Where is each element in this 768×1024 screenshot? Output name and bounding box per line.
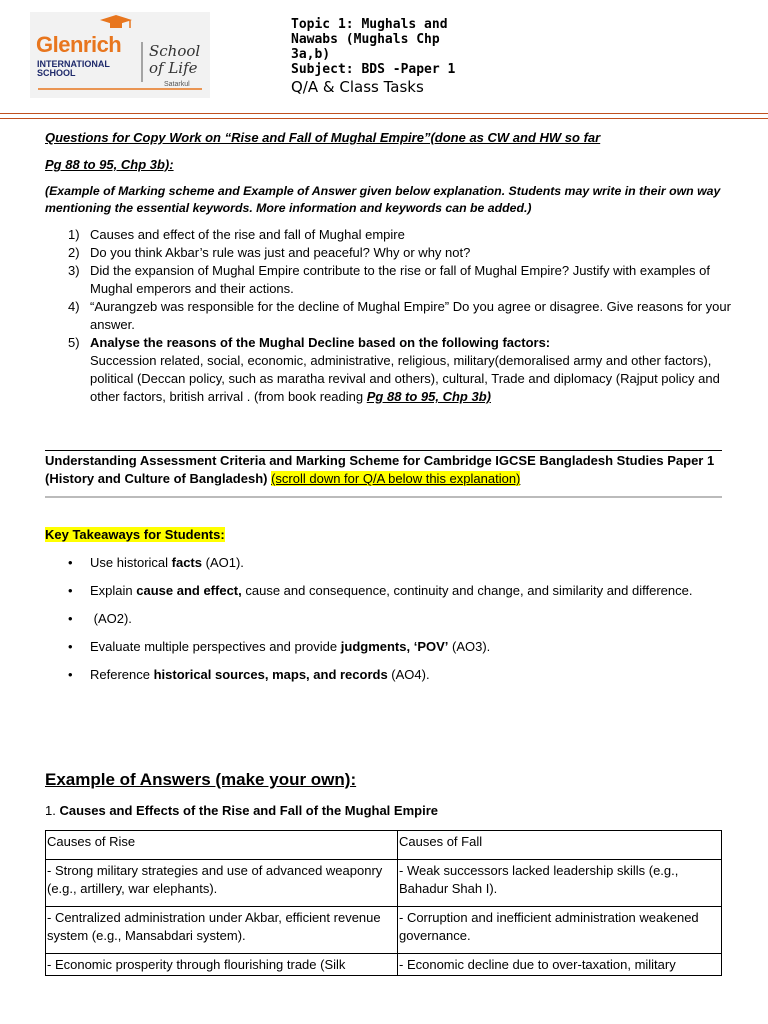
- table-cell: - Corruption and inefficient administration weakened governance.: [398, 907, 722, 954]
- logo-brand: Glenrich: [36, 32, 122, 57]
- marking-note: (Example of Marking scheme and Example of Answer given below explanation. Students may write in their own way mentioning the essential keywords. More information and keywords can be added.): [45, 184, 721, 215]
- answer-1-heading: [45, 802, 438, 819]
- question-list: [45, 226, 735, 406]
- list-item: [45, 554, 735, 572]
- subject-line: Subject: BDS -Paper 1: [291, 62, 456, 77]
- scroll-note: (scroll down for Q/A below this explanation): [271, 471, 521, 486]
- bullet-icon: •: [68, 611, 73, 626]
- question-number: 5): [68, 335, 80, 350]
- takeaway-text: Reference: [90, 667, 154, 682]
- table-cell: - Weak successors lacked leadership skills (e.g., Bahadur Shah I).: [398, 860, 722, 907]
- question-number: 3): [68, 263, 80, 278]
- takeaway-text: Use historical: [90, 555, 172, 570]
- list-item: [45, 298, 735, 334]
- question-number: 4): [68, 299, 80, 314]
- school-logo: [30, 12, 210, 98]
- book-reference: Pg 88 to 95, Chp 3b): [366, 389, 491, 404]
- section-divider: [45, 496, 722, 498]
- topic-line: 3a,b): [291, 47, 331, 62]
- logo-sub-school: SCHOOL: [37, 68, 76, 78]
- table-cell: - Economic decline due to over-taxation, military: [398, 954, 722, 976]
- question-number: 1): [68, 227, 80, 242]
- logo-sub-international: INTERNATIONAL: [37, 59, 110, 69]
- list-item: [45, 226, 735, 244]
- bullet-icon: •: [68, 639, 73, 654]
- topic-block: [291, 17, 491, 77]
- takeaways-title-text: Key Takeaways for Students:: [45, 527, 225, 542]
- answers-title: Example of Answers (make your own):: [45, 770, 357, 789]
- criteria-title: Understanding Assessment Criteria and Marking Scheme for Cambridge IGCSE Bangladesh Studies Paper 1 (History and Culture of Bangladesh): [45, 453, 715, 486]
- table-header-cell: Causes of Fall: [398, 831, 722, 860]
- takeaway-text: cause and consequence, continuity and change, and similarity and difference.: [241, 583, 693, 598]
- question-number: 2): [68, 245, 80, 260]
- takeaway-bold: facts: [171, 555, 202, 570]
- section-divider: [45, 450, 722, 451]
- answer-title: Causes and Effects of the Rise and Fall of the Mughal Empire: [59, 803, 438, 818]
- list-item: [45, 244, 735, 262]
- bullet-icon: •: [68, 667, 73, 682]
- copywork-heading-line2: Pg 88 to 95, Chp 3b):: [45, 157, 174, 172]
- list-item: [45, 582, 735, 600]
- list-item: [45, 262, 735, 298]
- takeaway-text: (AO4).: [387, 667, 430, 682]
- takeaway-bold: judgments, ‘POV’: [340, 639, 449, 654]
- question-text: Did the expansion of Mughal Empire contribute to the rise or fall of Mughal Empire? Justify with examples of Mughal emperors and their actions.: [90, 263, 710, 296]
- bullet-icon: •: [68, 555, 73, 570]
- question-bold-text: Analyse the reasons of the Mughal Decline based on the following factors:: [90, 335, 551, 350]
- bullet-icon: •: [68, 583, 73, 598]
- question-text: “Aurangzeb was responsible for the decline of Mughal Empire” Do you agree or disagree. Give reasons for your answer.: [90, 299, 731, 332]
- takeaway-text: (AO3).: [448, 639, 491, 654]
- takeaway-bold: historical sources, maps, and records: [153, 667, 388, 682]
- causes-table: [45, 830, 722, 976]
- takeaways-list: [45, 554, 735, 694]
- table-row: [46, 907, 722, 954]
- logo-campus: Satarkul: [164, 81, 190, 88]
- list-item: [45, 334, 735, 406]
- list-item: [45, 638, 735, 656]
- takeaway-text: Explain: [90, 583, 137, 598]
- table-cell: - Economic prosperity through flourishing trade (Silk: [46, 954, 398, 976]
- header-divider: [0, 113, 768, 119]
- takeaway-text: (AO2).: [93, 611, 132, 626]
- takeaway-text: Evaluate multiple perspectives and provide: [90, 639, 341, 654]
- table-cell: - Centralized administration under Akbar, efficient revenue system (e.g., Mansabdari system).: [46, 907, 398, 954]
- takeaways-title: [45, 526, 225, 543]
- question-text: Do you think Akbar’s rule was just and peaceful? Why or why not?: [90, 245, 471, 260]
- copywork-heading-line1: Questions for Copy Work on “Rise and Fall of Mughal Empire”(done as CW and HW so far: [45, 130, 601, 145]
- answer-number: 1.: [45, 803, 60, 818]
- topic-line: Topic 1: Mughals and: [291, 17, 448, 32]
- document-subtitle: Q/A & Class Tasks: [291, 78, 424, 96]
- list-item: [45, 666, 735, 684]
- table-row: [46, 831, 722, 860]
- table-header-cell: Causes of Rise: [46, 831, 398, 860]
- table-row: [46, 860, 722, 907]
- question-text: Succession related, social, economic, administrative, religious, military(demoralised army and other factors), political (Deccan policy, such as maratha revival and others), cultural, Trade and diplomacy (Rajput policy and other factors, british arrival . (from book reading: [90, 353, 720, 404]
- table-cell: - Strong military strategies and use of advanced weaponry (e.g., artillery, war elephants).: [46, 860, 398, 907]
- logo-tag-of-life: of Life: [149, 59, 198, 77]
- criteria-block: [45, 452, 725, 488]
- list-item: [45, 610, 735, 628]
- logo-tag-school: School: [149, 42, 201, 60]
- question-text: Causes and effect of the rise and fall of Mughal empire: [90, 227, 405, 242]
- topic-line: Nawabs (Mughals Chp: [291, 32, 440, 47]
- takeaway-bold: cause and effect,: [136, 583, 242, 598]
- takeaway-text: (AO1).: [202, 555, 244, 570]
- table-row: [46, 954, 722, 976]
